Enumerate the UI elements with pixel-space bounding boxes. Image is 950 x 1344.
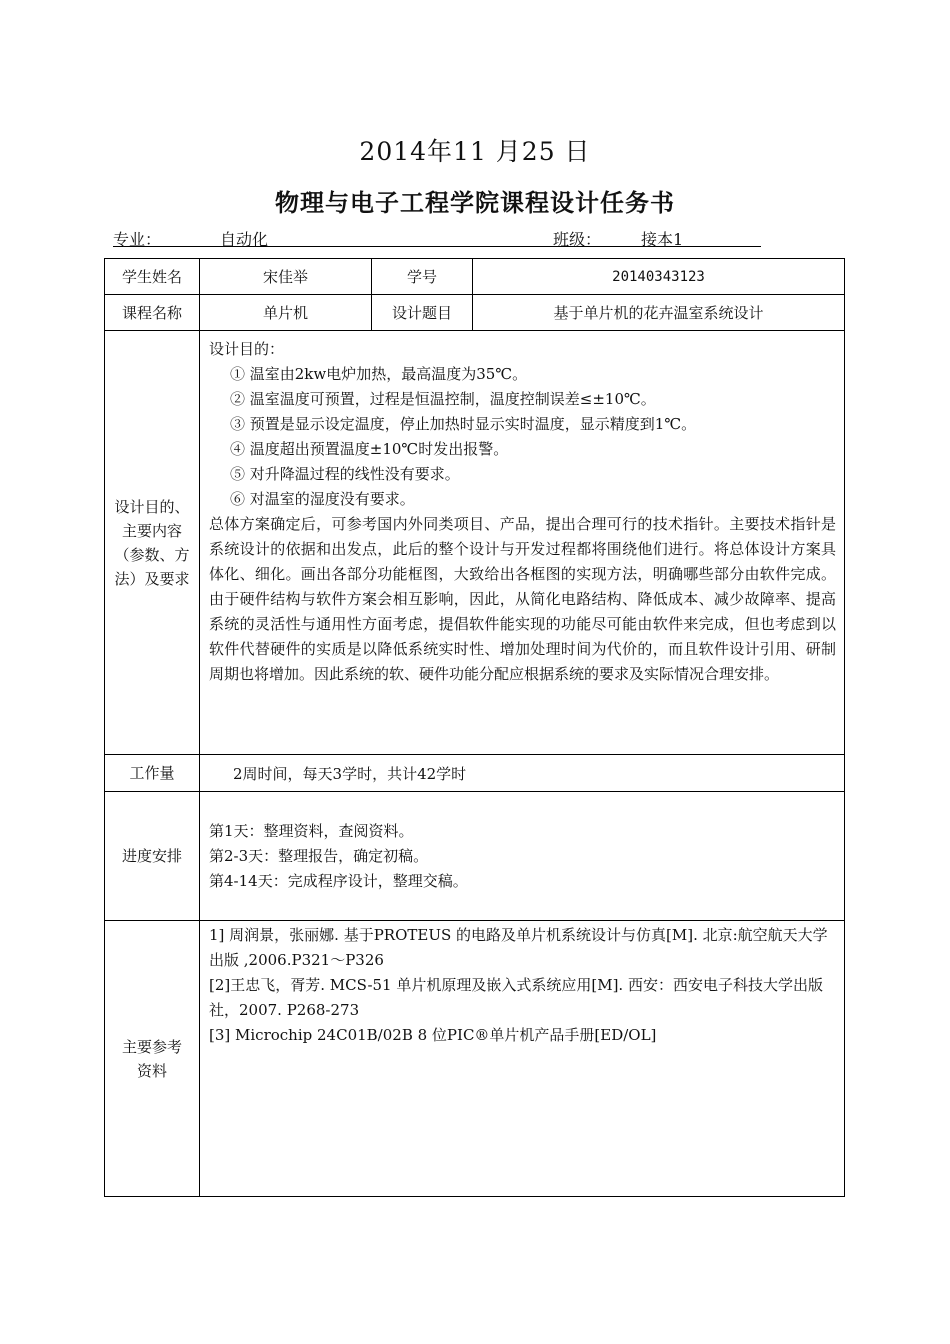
course-value: 单片机	[200, 295, 372, 331]
topic-label: 设计题目	[372, 295, 473, 331]
class-value: 接本1	[641, 230, 684, 249]
document-date: 2014年11 月25 日	[359, 137, 591, 166]
purpose-item: ① 温室由2kw电炉加热，最高温度为35℃。	[230, 365, 528, 383]
purpose-item: ② 温室温度可预置，过程是恒温控制，温度控制误差≤±10℃。	[230, 390, 656, 408]
major-value: 自动化	[220, 230, 269, 249]
reference-item: [3] Microchip 24C01B/02B 8 位PIC®单片机产品手册[ED/OL]	[209, 1026, 657, 1044]
reference-item: [2]王忠飞，胥芳. MCS-51 单片机原理及嵌入式系统应用[M]. 西安：西安电子科技大学出版社，2007. P268-273	[209, 976, 823, 1019]
purpose-heading: 设计目的：	[209, 340, 285, 358]
requirements-paragraph: 总体方案确定后，可参考国内外同类项目、产品，提出合理可行的技术指针。主要技术指针是系统设计的依据和出发点，此后的整个设计与开发过程都将围绕他们进行。将总体设计方案具体化、细化。画出各部分功能框图，大致给出各框图的实现方法，明确哪些部分由软件完成。由于硬件结构与软件方案会相互影响，因此，从简化电路结构、降低成本、减少故障率、提高系统的灵活性与通用性方面考虑，提倡软件能实现的功能尽可能由软件来完成，但也考虑到以软件代替硬件的实质是以降低系统实时性、增加处理时间为代价的，而且软件设计引用、研制周期也将增加。因此系统的软、硬件功能分配应根据系统的要求及实际情况合理安排。	[209, 515, 836, 683]
student-id-label: 学号	[372, 259, 473, 295]
schedule-item: 第1天：整理资料，查阅资料。	[209, 821, 414, 840]
schedule-item: 第4-14天：完成程序设计，整理交稿。	[209, 871, 468, 890]
table-row	[105, 295, 845, 331]
references-label: 主要参考资料	[105, 921, 200, 1197]
purpose-item: ⑤ 对升降温过程的线性没有要求。	[230, 465, 460, 483]
document-title: 物理与电子工程学院课程设计任务书	[275, 188, 675, 217]
workload-value: 2周时间，每天3学时，共计42学时	[200, 755, 845, 792]
references-content	[200, 921, 845, 1197]
student-id-value: 20140343123	[473, 259, 845, 295]
purpose-item: ③ 预置是显示设定温度，停止加热时显示实时温度，显示精度到1℃。	[230, 415, 697, 433]
requirements-content	[200, 331, 845, 755]
course-label: 课程名称	[105, 295, 200, 331]
purpose-item: ⑥ 对温室的湿度没有要求。	[230, 490, 415, 508]
task-table	[104, 258, 845, 1197]
table-row	[105, 259, 845, 295]
major-class-line	[113, 227, 761, 247]
schedule-item: 第2-3天：整理报告，确定初稿。	[209, 846, 429, 865]
class-label: 班级：	[553, 230, 602, 249]
schedule-content	[200, 792, 845, 921]
purpose-item: ④ 温度超出预置温度±10℃时发出报警。	[230, 440, 509, 458]
schedule-label: 进度安排	[105, 792, 200, 921]
table-row	[105, 921, 845, 1197]
major-label: 专业：	[113, 230, 162, 249]
requirements-label: 设计目的、主要内容（参数、方法）及要求	[105, 331, 200, 755]
topic-value: 基于单片机的花卉温室系统设计	[473, 295, 845, 331]
table-row	[105, 755, 845, 792]
student-name-value: 宋佳举	[200, 259, 372, 295]
reference-item: 1] 周润景，张丽娜. 基于PROTEUS 的电路及单片机系统设计与仿真[M]. 北京:航空航天大学出版 ,2006.P321～P326	[209, 926, 828, 969]
student-name-label: 学生姓名	[105, 259, 200, 295]
table-row	[105, 792, 845, 921]
table-row	[105, 331, 845, 755]
workload-label: 工作量	[105, 755, 200, 792]
